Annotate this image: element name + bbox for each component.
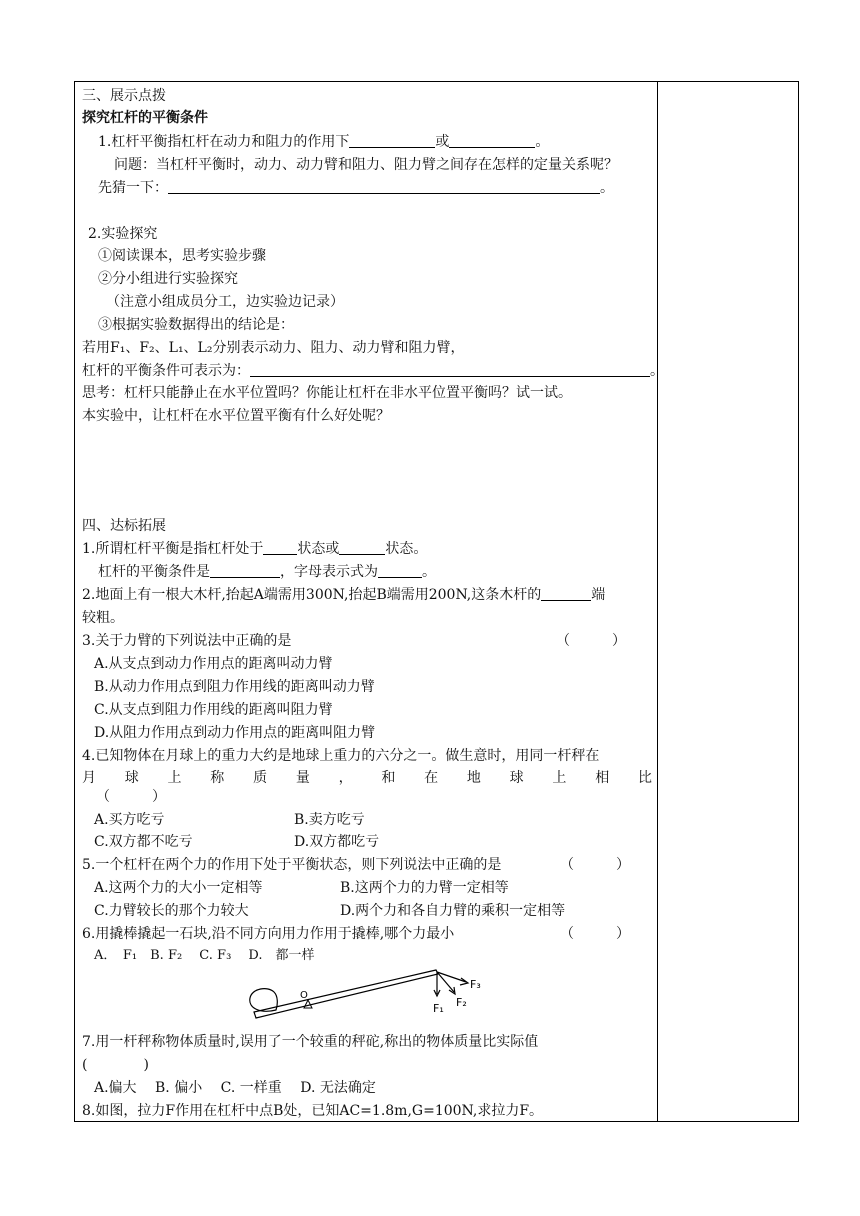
- q7-options: A.偏大 B. 偏小 C. 一样重 D. 无法确定: [94, 1080, 376, 1096]
- option-a: A.买方吃亏: [94, 812, 165, 828]
- option-b: B.卖方吃亏: [294, 812, 365, 828]
- option-b: B.从动力作用点到阻力作用线的距离叫动力臂: [94, 679, 375, 695]
- answer-blank[interactable]: [168, 179, 600, 194]
- experiment-step-3: ③根据实验数据得出的结论是：: [98, 317, 294, 333]
- answer-blank[interactable]: [263, 540, 297, 555]
- label-f1: F₁: [433, 1002, 444, 1015]
- label-f3: F₃: [470, 978, 481, 991]
- fulcrum-triangle: [304, 1000, 312, 1008]
- q6-options: A． F₁ B. F₂ C. F₃ D. 都一样: [94, 948, 315, 963]
- s4-question-1: 1.所谓杠杆平衡是指杠杆处于 状态或 状态。: [82, 541, 428, 557]
- question-1: 1.杠杆平衡指杠杆在动力和阻力的作用下 或 。: [98, 134, 550, 150]
- think-line-2: 本实验中，让杠杆在水平位置平衡有什么好处呢？: [82, 408, 390, 424]
- s4-question-2: 2.地面上有一根大木杆,抬起A端需用300N,抬起B端需用200N,这条木杆的 端: [82, 587, 606, 603]
- section-three-title: 三、展示点拨: [82, 88, 166, 104]
- experiment-step-2: ②分小组进行实验探究: [98, 271, 238, 287]
- answer-blank[interactable]: [339, 540, 385, 555]
- lever-figure: [240, 958, 500, 1030]
- s4-question-4-justified: 月 球 上 称 质 量 ， 和 在 地 球 上 相 比: [82, 770, 652, 786]
- lever-bar: [254, 970, 438, 1018]
- option-c: C.力臂较长的那个力较大: [94, 903, 249, 919]
- answer-blank[interactable]: [210, 563, 280, 578]
- experiment-note: （注意小组成员分工，边实验边记录）: [106, 294, 344, 310]
- option-a: A.从支点到动力作用点的距离叫动力臂: [94, 656, 333, 672]
- answer-blank[interactable]: [449, 133, 535, 148]
- s4-question-6: 6.用撬棒撬起一石块,沿不同方向用力作用于撬棒,哪个力最小: [82, 926, 455, 942]
- section-four-title: 四、达标拓展: [82, 518, 166, 534]
- option-d: D.双方都吃亏: [294, 834, 380, 850]
- pivot-label: O: [300, 990, 308, 1001]
- s4-question-5: 5.一个杠杆在两个力的作用下处于平衡状态，则下列说法中正确的是: [82, 857, 502, 873]
- column-divider: [657, 81, 658, 1122]
- option-b: B.这两个力的力臂一定相等: [340, 880, 509, 896]
- question-prompt: 问题：当杠杆平衡时，动力、动力臂和阻力、阻力臂之间存在怎样的定量关系呢？: [114, 157, 618, 173]
- label-f2: F₂: [456, 996, 467, 1009]
- answer-paren[interactable]: （ ）: [556, 633, 626, 649]
- option-d: D.两个力和各自力臂的乘积一定相等: [340, 903, 566, 919]
- s4-question-4: 4.已知物体在月球上的重力大约是地球上重力的六分之一。做生意时，用同一杆秤在: [82, 748, 600, 764]
- option-c: C.双方都不吃亏: [94, 834, 193, 850]
- answer-blank[interactable]: [541, 586, 591, 601]
- answer-paren[interactable]: （ ）: [96, 789, 166, 805]
- s4-question-1b: 杠杆的平衡条件是 ，字母表示式为 。: [98, 564, 436, 580]
- experiment-title: 2.实验探究: [88, 226, 158, 242]
- answer-paren[interactable]: （ ）: [560, 857, 630, 873]
- variables-line: 若用F₁、F₂、L₁、L₂分别表示动力、阻力、动力臂和阻力臂，: [82, 340, 465, 356]
- s4-question-8: 8.如图，拉力F作用在杠杆中点B处，已知AC=1.8m,G=100N,求拉力F。: [82, 1103, 544, 1119]
- answer-paren[interactable]: ( ): [82, 1057, 149, 1073]
- think-line-1: 思考：杠杆只能静止在水平位置吗？你能让杠杆在非水平位置平衡吗？试一试。: [82, 385, 572, 401]
- s4-question-3: 3.关于力臂的下列说法中正确的是: [82, 633, 292, 649]
- condition-line: 杠杆的平衡条件可表示为： 。: [82, 363, 664, 379]
- answer-blank[interactable]: [250, 362, 650, 377]
- s4-question-2-cont: 较粗。: [82, 610, 124, 626]
- answer-paren[interactable]: （ ）: [560, 926, 630, 942]
- answer-blank[interactable]: [378, 563, 422, 578]
- option-c: C.从支点到阻力作用线的距离叫阻力臂: [94, 702, 333, 718]
- option-a: A.这两个力的大小一定相等: [94, 880, 263, 896]
- s4-question-7: 7.用一杆秤称物体质量时,误用了一个较重的秤砣,称出的物体质量比实际值: [82, 1034, 539, 1050]
- answer-blank[interactable]: [349, 133, 435, 148]
- section-subtitle: 探究杠杆的平衡条件: [82, 110, 208, 126]
- guess-line: 先猜一下： 。: [98, 180, 614, 196]
- experiment-step-1: ①阅读课本，思考实验步骤: [98, 248, 266, 264]
- option-d: D.从阻力作用点到动力作用点的距离叫阻力臂: [94, 725, 376, 741]
